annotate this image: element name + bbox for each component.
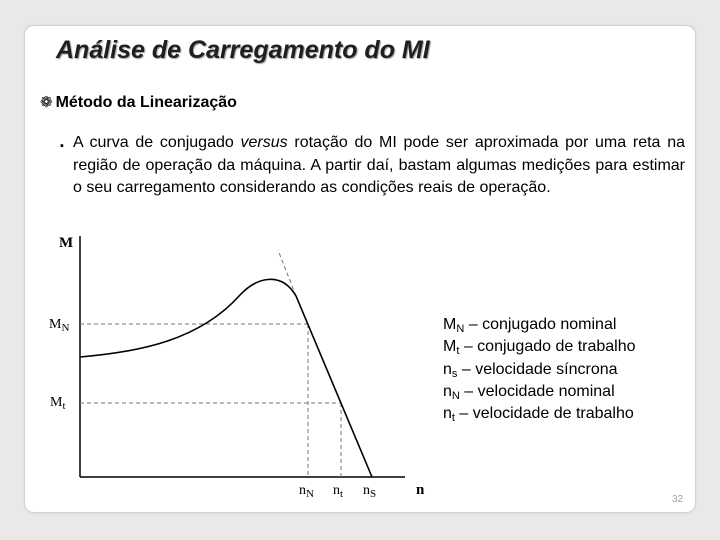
legend-text: – velocidade de trabalho	[454, 405, 634, 423]
legend-text: – velocidade nominal	[459, 382, 615, 400]
legend-text: – conjugado nominal	[464, 316, 617, 333]
legend-item	[443, 381, 636, 403]
symbol-legend	[443, 314, 636, 425]
legend-subscript: t	[456, 345, 460, 358]
y-tick-mt-sub: t	[62, 400, 66, 412]
legend-subscript: t	[451, 412, 455, 425]
y-tick-mt	[50, 395, 66, 412]
legend-text: – velocidade síncrona	[457, 360, 618, 378]
legend-text: – conjugado de trabalho	[459, 338, 636, 356]
legend-item	[443, 314, 636, 336]
square-bullet-icon: ▪	[60, 140, 64, 152]
legend-subscript: N	[451, 389, 460, 402]
legend-symbol: n	[443, 360, 452, 378]
para-text-1: A curva de conjugado	[73, 134, 241, 151]
para-italic-text: versus	[240, 134, 288, 151]
y-axis-label: M	[59, 235, 74, 251]
gear-flower-icon: ❁	[40, 94, 53, 111]
y-tick-mn-sub: N	[61, 322, 70, 334]
legend-item	[443, 359, 636, 381]
page-number: 32	[672, 494, 684, 505]
section-heading-text: Método da Linearização	[55, 94, 237, 111]
legend-item	[443, 403, 636, 425]
slide-title: Análise de Carregamento do MI	[56, 36, 430, 64]
x-tick-nn	[299, 483, 314, 500]
linearization-extension	[278, 250, 296, 296]
x-tick-nt-sub: t	[340, 488, 344, 500]
x-tick-ns-main: n	[363, 483, 370, 498]
legend-symbol: M	[443, 316, 457, 333]
legend-symbol: M	[443, 338, 457, 356]
legend-subscript: N	[456, 323, 465, 335]
torque-speed-curve	[80, 279, 372, 477]
legend-symbol: n	[443, 382, 452, 400]
y-tick-mn-main: M	[49, 317, 62, 332]
x-tick-nt	[333, 483, 343, 500]
y-tick-mt-main: M	[50, 395, 63, 410]
legend-symbol: n	[443, 405, 452, 423]
para-text-2: rotação do MI pode ser aproximada por uma reta na região de operação da máquina. A partir daí, bastam algumas medições para estimar o seu carregamento considerando as condições reais de operação.	[73, 134, 685, 196]
x-tick-nt-main: n	[333, 483, 340, 498]
legend-subscript: s	[451, 367, 458, 380]
x-tick-ns-sub: S	[370, 488, 377, 500]
x-axis-label: n	[416, 482, 425, 498]
x-tick-nn-main: n	[299, 483, 306, 498]
legend-item	[443, 336, 636, 358]
x-tick-nn-sub: N	[306, 488, 314, 500]
y-tick-mn	[49, 317, 69, 334]
x-tick-ns	[363, 483, 376, 500]
